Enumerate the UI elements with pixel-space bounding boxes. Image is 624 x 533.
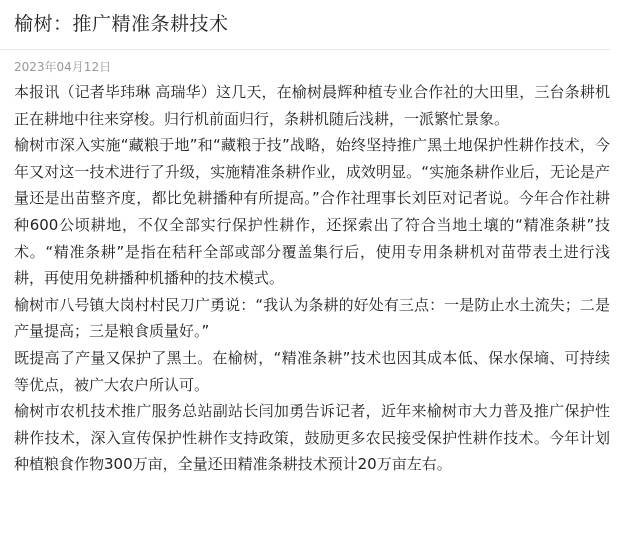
article-title: 榆树：推广精准条耕技术 bbox=[14, 13, 229, 35]
paragraph-3: 榆树市八号镇大岗村村民刀广勇说：“我认为条耕的好处有三点：一是防止水土流失；二是产量提高；三是粮食质量好。” bbox=[14, 295, 610, 341]
publish-date: 2023年04月12日 bbox=[14, 60, 112, 74]
paragraph-2: 榆树市深入实施“藏粮于地”和“藏粮于技”战略，始终坚持推广黑土地保护性耕作技术，今年又对这一技术进行了升级，实施精准条耕作业，成效明显。“实施条耕作业后，无论是产量还是出苗整齐度，都比免耕播种有所提高。”合作社理事长刘臣对记者说。今年合作社耕种600公顷耕地，不仅全部实行保护性耕作，还探索出了符合当地土壤的“精准条耕”技术。“精准条耕”是指在秸秆全部或部分覆盖集行后，使用专用条耕机对苗带表土进行浅耕，再使用免耕播种机播种的技术模式。 bbox=[14, 136, 610, 288]
article-body bbox=[14, 79, 610, 478]
paragraph-5: 榆树市农机技术推广服务总站副站长闫加勇告诉记者，近年来榆树市大力普及推广保护性耕作技术，深入宣传保护性耕作支持政策，鼓励更多农民接受保护性耕作技术。今年计划种植粮食作物300万亩，全量还田精准条耕技术预计20万亩左右。 bbox=[14, 402, 610, 474]
paragraph-4: 既提高了产量又保护了黑土。在榆树，“精准条耕”技术也因其成本低、保水保墒、可持续等优点，被广大农户所认可。 bbox=[14, 348, 610, 394]
paragraph-1: 本报讯（记者毕玮琳 高瑞华）这几天，在榆树晨辉种植专业合作社的大田里，三台条耕机正在耕地中往来穿梭。归行机前面归行，条耕机随后浅耕，一派繁忙景象。 bbox=[14, 83, 610, 128]
title-divider bbox=[0, 49, 610, 50]
